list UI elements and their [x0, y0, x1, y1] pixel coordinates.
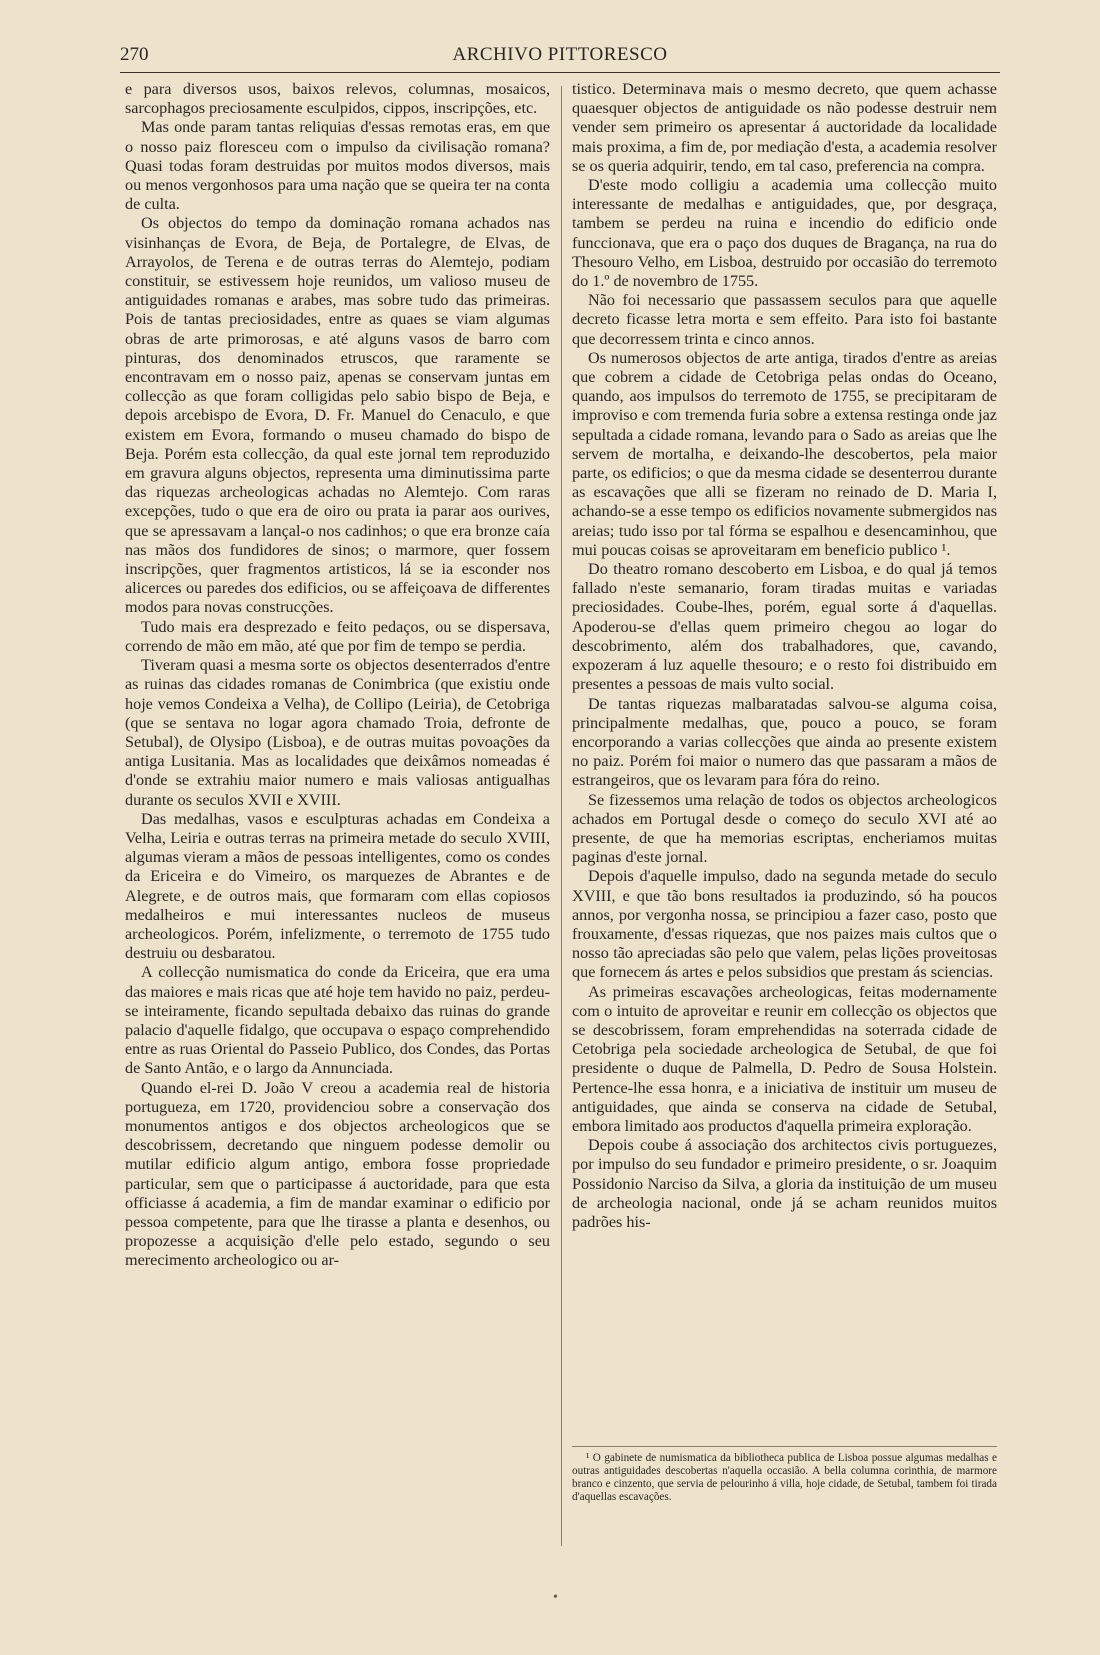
bullet-mark: • [553, 1590, 558, 1605]
paragraph: D'este modo colligiu a academia uma collecção muito interessante de medalhas e antiguidades, que, por desgraça, tambem se perdeu na ruina e incendio do edificio onde funccionava, que era o paço dos duques de Bragança, na rua do Thesouro Velho, em Lisboa, destruido por occasião do terremoto do 1.º de novembro de 1755. [572, 176, 997, 291]
page-header [120, 44, 1000, 74]
paragraph: Quando el-rei D. João V creou a academia real de historia portugueza, em 1720, providenciou sobre a conservação dos monumentos antigos e dos objectos archeologicos que se descobrissem, decretando que ninguem podesse demolir ou mutilar edificio algum antigo, embora fosse propriedade particular, sem que o participasse á auctoridade, para que esta officiasse á academia, a fim de mandar examinar o edificio por pessoa competente, para que lhe tirasse a planta e desenhos, ou propozesse a acquisição d'elle pelo estado, segundo o seu merecimento archeologico ou ar- [125, 1078, 550, 1270]
paragraph: Tiveram quasi a mesma sorte os objectos desenterrados d'entre as ruinas das cidades romanas de Conimbrica (que existiu onde hoje vemos Condeixa a Velha), de Collipo (Leiria), de Cetobriga (que se sentava no logar agora chamado Troia, defronte de Setubal), de Olysipo (Lisboa), e de outras muitas povoações da antiga Lusitania. Mas as localidades que deixâmos nomeadas é d'onde se extrahiu maior numero e mais valiosas antigualhas durante os seculos XVII e XVIII. [125, 656, 550, 809]
paragraph: Do theatro romano descoberto em Lisboa, e do qual já temos fallado n'este semanario, foram tiradas muitas e variadas preciosidades. Coube-lhes, porém, egual sorte á d'aquellas. Apoderou-se d'ellas quem primeiro chegou ao logar do descobrimento, além dos trabalhadores, que, cavando, expozeram á luz aquelle thesouro; e o resto foi distribuido em presentes a pessoas de mais vulto social. [572, 560, 997, 694]
paragraph: Tudo mais era desprezado e feito pedaços, ou se dispersava, correndo de mão em mão, até que por fim de tempo se perdia. [125, 617, 550, 655]
column-divider [561, 86, 562, 1546]
paragraph: tistico. Determinava mais o mesmo decreto, que quem achasse quaesquer objectos de antiguidade os não podesse destruir nem vender sem primeiro os apresentar á auctoridade da localidade mais proxima, a fim de, por mediação d'esta, a academia resolver se os queria adquirir, tendo, em tal caso, preferencia na compra. [572, 80, 997, 175]
footnote-rule [572, 1446, 997, 1447]
paragraph: A collecção numismatica do conde da Ericeira, que era uma das maiores e mais ricas que até hoje tem havido no paiz, perdeu-se inteiramente, ficando sepultada debaixo das ruinas do grande palacio d'aquelle fidalgo, que occupava o espaço comprehendido entre as ruas Oriental do Passeio Publico, dos Condes, das Portas de Santo Antão, e o largo da Annunciada. [125, 963, 550, 1078]
paragraph: e para diversos usos, baixos relevos, columnas, mosaicos, sarcophagos preciosamente esculpidos, cippos, inscripções, etc. [125, 80, 550, 118]
paragraph: Depois d'aquelle impulso, dado na segunda metade do seculo XVIII, e que tão bons resultados ia produzindo, só ha poucos annos, por vergonha nossa, se principiou a fazer caso, posto que frouxamente, d'essas riquezas, que nos paizes mais cultos que o nosso tão apreciadas são pelo que valem, pelas lições proveitosas que fornecem ás artes e pelos subsidios que prestam ás sciencias. [572, 867, 997, 982]
paragraph: As primeiras escavações archeologicas, feitas modernamente com o intuito de aproveitar e reunir em collecção os objectos que se descobrissem, foram emprehendidas na soterrada cidade de Cetobriga pela sociedade archeologica de Setubal, de que foi presidente o duque de Palmella, D. Pedro de Sousa Holstein. Pertence-lhe essa honra, e a iniciativa de instituir um museu de antiguidades, que ainda se conserva na cidade de Setubal, embora limitado aos productos d'aquella primeira exploração. [572, 982, 997, 1135]
paragraph: Se fizessemos uma relação de todos os objectos archeologicos achados em Portugal desde o começo do seculo XVI até ao presente, de que ha memorias escriptas, encheriamos muitas paginas d'este jornal. [572, 790, 997, 867]
paragraph: Das medalhas, vasos e esculpturas achadas em Condeixa a Velha, Leiria e outras terras na primeira metade do seculo XVIII, algumas vieram a mãos de pessoas intelligentes, como os condes da Ericeira e do Vimeiro, os marquezes de Abrantes e de Alegrete, e de outros mais, que formaram com ellas copiosos medalheiros e mui interessantes nucleos de museus archeologicos. Porém, infelizmente, o terremoto de 1755 tudo destruiu ou desbaratou. [125, 809, 550, 963]
journal-title: ARCHIVO PITTORESCO [452, 44, 668, 65]
paragraph: Mas onde param tantas reliquias d'essas remotas eras, em que o nosso paiz floresceu com o impulso da civilisação romana? Quasi todas foram destruidas por muitos modos diversos, mais ou menos vergonhosos para uma nação que se queira ter na conta de culta. [125, 118, 550, 214]
footnote: ¹ O gabinete de numismatica da bibliotheca publica de Lisboa possue algumas medalhas e outras antiguidades descobertas n'aquella occasião. A bella columna corinthia, de marmore branco e cinzento, que servia de pelourinho á villa, hoje cidade, de Setubal, tambem foi tirada d'aquellas escavações. [572, 1452, 997, 1503]
paragraph: Depois coube á associação dos architectos civis portuguezes, por impulso do seu fundador e primeiro presidente, o sr. Joaquim Possidonio Narciso da Silva, a gloria da instituição de um museu de archeologia nacional, onde já se acham reunidos muitos padrões his- [572, 1136, 997, 1231]
right-column [572, 80, 997, 1550]
paragraph: Não foi necessario que passassem seculos para que aquelle decreto ficasse letra morta e sem effeito. Para isto foi bastante que decorressem trinta e cinco annos. [572, 291, 997, 348]
page-number: 270 [120, 44, 149, 65]
paragraph: Os objectos do tempo da dominação romana achados nas visinhanças de Evora, de Beja, de Portalegre, de Elvas, de Arrayolos, de Terena e de outras terras do Alemtejo, podiam constituir, se estivessem hoje reunidos, um valioso museu de antiguidades romanas e arabes, mas sobre tudo das primeiras. Pois de tantas preciosidades, entre as quaes se viam algumas obras de arte primorosas, e até alguns vasos de barro com pinturas, dos denominados etruscos, que raramente se encontravam em o nosso paiz, apenas se conservam juntas em collecção as que foram colligidas pelo sabio bispo de Beja, e depois arcebispo de Evora, D. Fr. Manuel do Cenaculo, e que existem em Evora, formando o museu chamado do bispo de Beja. Porém esta collecção, da qual este jornal tem reproduzido em gravura alguns objectos, representa uma diminutissima parte das riquezas archeologicas achadas no Alemtejo. Com raras excepções, tudo o que era de oiro ou prata ia parar aos ourives, que se apressavam a lançal-o nos cadinhos; o que era bronze caía nas mãos dos fundidores de sinos; o marmore, quer fossem inscripções, quer fragmentos artisticos, lá se ia esconder nos alicerces ou paredes dos edificios, ou se affeiçoava de differentes modos para novas construcções. [125, 214, 550, 617]
paragraph: De tantas riquezas malbaratadas salvou-se alguma coisa, principalmente medalhas, que, pouco a pouco, se foram encorporando a varias collecções que ainda ao presente existem no paiz. Porém foi maior o numero das que passaram a mãos de estrangeiros, que os levaram para fóra do reino. [572, 694, 997, 790]
left-column [125, 80, 550, 1550]
paragraph: Os numerosos objectos de arte antiga, tirados d'entre as areias que cobrem a cidade de Cetobriga pelas ondas do Oceano, quando, aos impulsos do terremoto de 1755, se precipitaram de improviso e com tremenda furia sobre a extensa restinga onde jaz sepultada a cidade romana, levando para o Sado as areias que lhe servem de mortalha, e deixando-lhe descobertos, pela maior parte, os edificios; o que da mesma cidade se desenterrou durante as escavações que alli se fizeram no reinado de D. Maria I, achando-se a esse tempo os edificios novamente submergidos nas areias; tudo isso por tal fórma se espalhou e desencaminhou, que mui poucas coisas se aproveitaram em beneficio publico ¹. [572, 348, 997, 559]
header-rule [120, 72, 1000, 73]
